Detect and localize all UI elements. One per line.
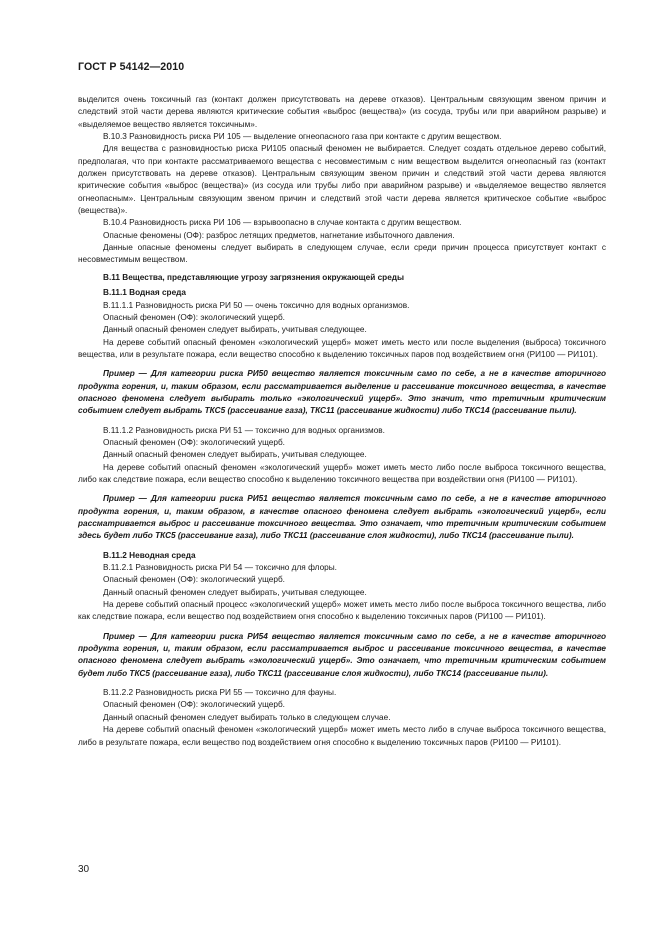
paragraph: В.11.2.1 Разновидность риска РИ 54 — токсично для флоры. bbox=[103, 563, 337, 573]
paragraph: Данный опасный феномен следует выбирать, учитывая следующее. bbox=[103, 325, 367, 335]
paragraph: На дереве событий опасный феномен «экологический ущерб» может иметь место либо после выброса токсичного вещества, либо как следствие пожара, если вещество способно к выделению токсичного вещества при воздействии огня (РИ100 — РИ101). bbox=[78, 462, 606, 484]
paragraph: Данный опасный феномен следует выбирать, учитывая следующее. bbox=[103, 450, 367, 460]
paragraph: Данный опасный феномен следует выбирать, учитывая следующее. bbox=[103, 587, 367, 597]
paragraph: На дереве событий опасный процесс «экологический ущерб» может иметь место либо после выброса токсичного вещества, либо как следствие пожара, если вещество под воздействием огня способно к выделению токсичных паров (РИ100 — РИ101). bbox=[78, 600, 606, 622]
paragraph: Опасный феномен (ОФ): экологический ущерб. bbox=[103, 437, 285, 447]
paragraph: В.11.2.2 Разновидность риска РИ 55 — токсично для фауны. bbox=[103, 688, 337, 698]
section-heading: В.11 Вещества, представляющие угрозу загрязнения окружающей среды bbox=[103, 272, 405, 282]
document-header: ГОСТ Р 54142—2010 bbox=[78, 61, 185, 73]
subsection-heading: В.11.2 Неводная среда bbox=[103, 550, 196, 560]
page-number: 30 bbox=[78, 864, 90, 875]
paragraph: Опасный феномен (ОФ): экологический ущерб. bbox=[103, 575, 285, 585]
paragraph: Данные опасные феномены следует выбирать в следующем случае, если среди причин процесса присутствует контакт с несовместимым веществом. bbox=[78, 243, 606, 265]
paragraph: На дереве событий опасный феномен «экологический ущерб» может иметь место или после выделения (выброса) токсичного вещества, или в результате пожара, если вещество способно к выделению токсичных паров под воздействием огня (РИ100 — РИ101). bbox=[78, 337, 606, 359]
subsection-heading: В.11.1 Водная среда bbox=[103, 288, 186, 298]
example-paragraph: Пример — Для категории риска РИ54 вещество является токсичным само по себе, а не в качестве вторичного продукта горения, и, таким образом, если рассматривается выброс и рассеивание токсичного вещества, в качестве опасного феномена следует выбрать «экологический ущерб». Это означает, что третичным критическим событием будет либо ТКС5 (рассеивание газа), либо ТКС11 (рассеивание слоя жидкости), либо ТКС14 (рассеивание пыли). bbox=[78, 631, 606, 678]
paragraph: Данный опасный феномен следует выбирать только в следующем случае. bbox=[103, 712, 391, 722]
paragraph: Опасный феномен (ОФ): экологический ущерб. bbox=[103, 700, 285, 710]
example-paragraph: Пример — Для категории риска РИ50 вещество является токсичным само по себе, а не в качестве вторичного продукта горения, и, таким образом, если рассматривается выделение и рассеивание токсичного вещества, в качестве опасного феномена следует выбирать только «экологический ущерб». Это значит, что третичным критическим событием следует выбрать ТКС5 (рассеивание газа), ТКС11 (рассеивание жидкости) либо ТКС14 (рассеивание пыли). bbox=[78, 369, 606, 416]
paragraph: В.11.1.1 Разновидность риска РИ 50 — очень токсично для водных организмов. bbox=[103, 300, 410, 310]
example-paragraph: Пример — Для категории риска РИ51 вещество является токсичным само по себе, а не в качестве вторичного продукта горения, и, таким образом, в качестве опасного феномена следует выбрать «экологический ущерб», если рассматривается выброс и рассеивание токсичного вещества. Это означает, что третичным критическим событием здесь будет либо ТКС5 (рассеивание газа), либо ТКС11 (рассеивание слоя жидкости), либо ТКС14 (рассеивание пыли). bbox=[78, 494, 606, 541]
paragraph: На дереве событий опасный феномен «экологический ущерб» может иметь место либо в случае выброса токсичного вещества, либо в результате пожара, если вещество под воздействием огня способно к выделению токсичных паров (РИ100 — РИ101). bbox=[78, 725, 606, 747]
paragraph: Для вещества с разновидностью риска РИ105 опасный феномен не выбирается. Следует создать отдельное дерево событий, предполагая, что при контакте рассматриваемого вещества с несовместимым с ним веществом выделится огнеопасный газ (контакт должен присутствовать на дереве отказов). Центральным связующим звеном причин и следствий этой части дерева являются критические события «выброс (вещества)» (из сосуда или трубы либо при аварийном разрыве) и «выделяемое вещество является огнеопасным». Центральным связующим звеном причин и следствий этой части дерева является критическое событие «выброс (вещества)». bbox=[78, 144, 606, 216]
paragraph: выделится очень токсичный газ (контакт должен присутствовать на дереве отказов). Центральным связующим звеном причин и следствий этой части дерева являются критические события «выброс (вещества)» (из сосуда, трубы или при аварийном разрыве) и «выделяемое вещество является токсичным». bbox=[78, 95, 606, 129]
paragraph: В.10.3 Разновидность риска РИ 105 — выделение огнеопасного газа при контакте с другим веществом. bbox=[103, 132, 502, 142]
paragraph: В.10.4 Разновидность риска РИ 106 — взрывоопасно в случае контакта с другим веществом. bbox=[103, 218, 462, 228]
paragraph: В.11.1.2 Разновидность риска РИ 51 — токсично для водных организмов. bbox=[103, 425, 385, 435]
paragraph: Опасный феномен (ОФ): экологический ущерб. bbox=[103, 312, 285, 322]
paragraph: Опасные феномены (ОФ): разброс летящих предметов, нагнетание избыточного давления. bbox=[103, 230, 455, 240]
document-body bbox=[78, 94, 606, 749]
